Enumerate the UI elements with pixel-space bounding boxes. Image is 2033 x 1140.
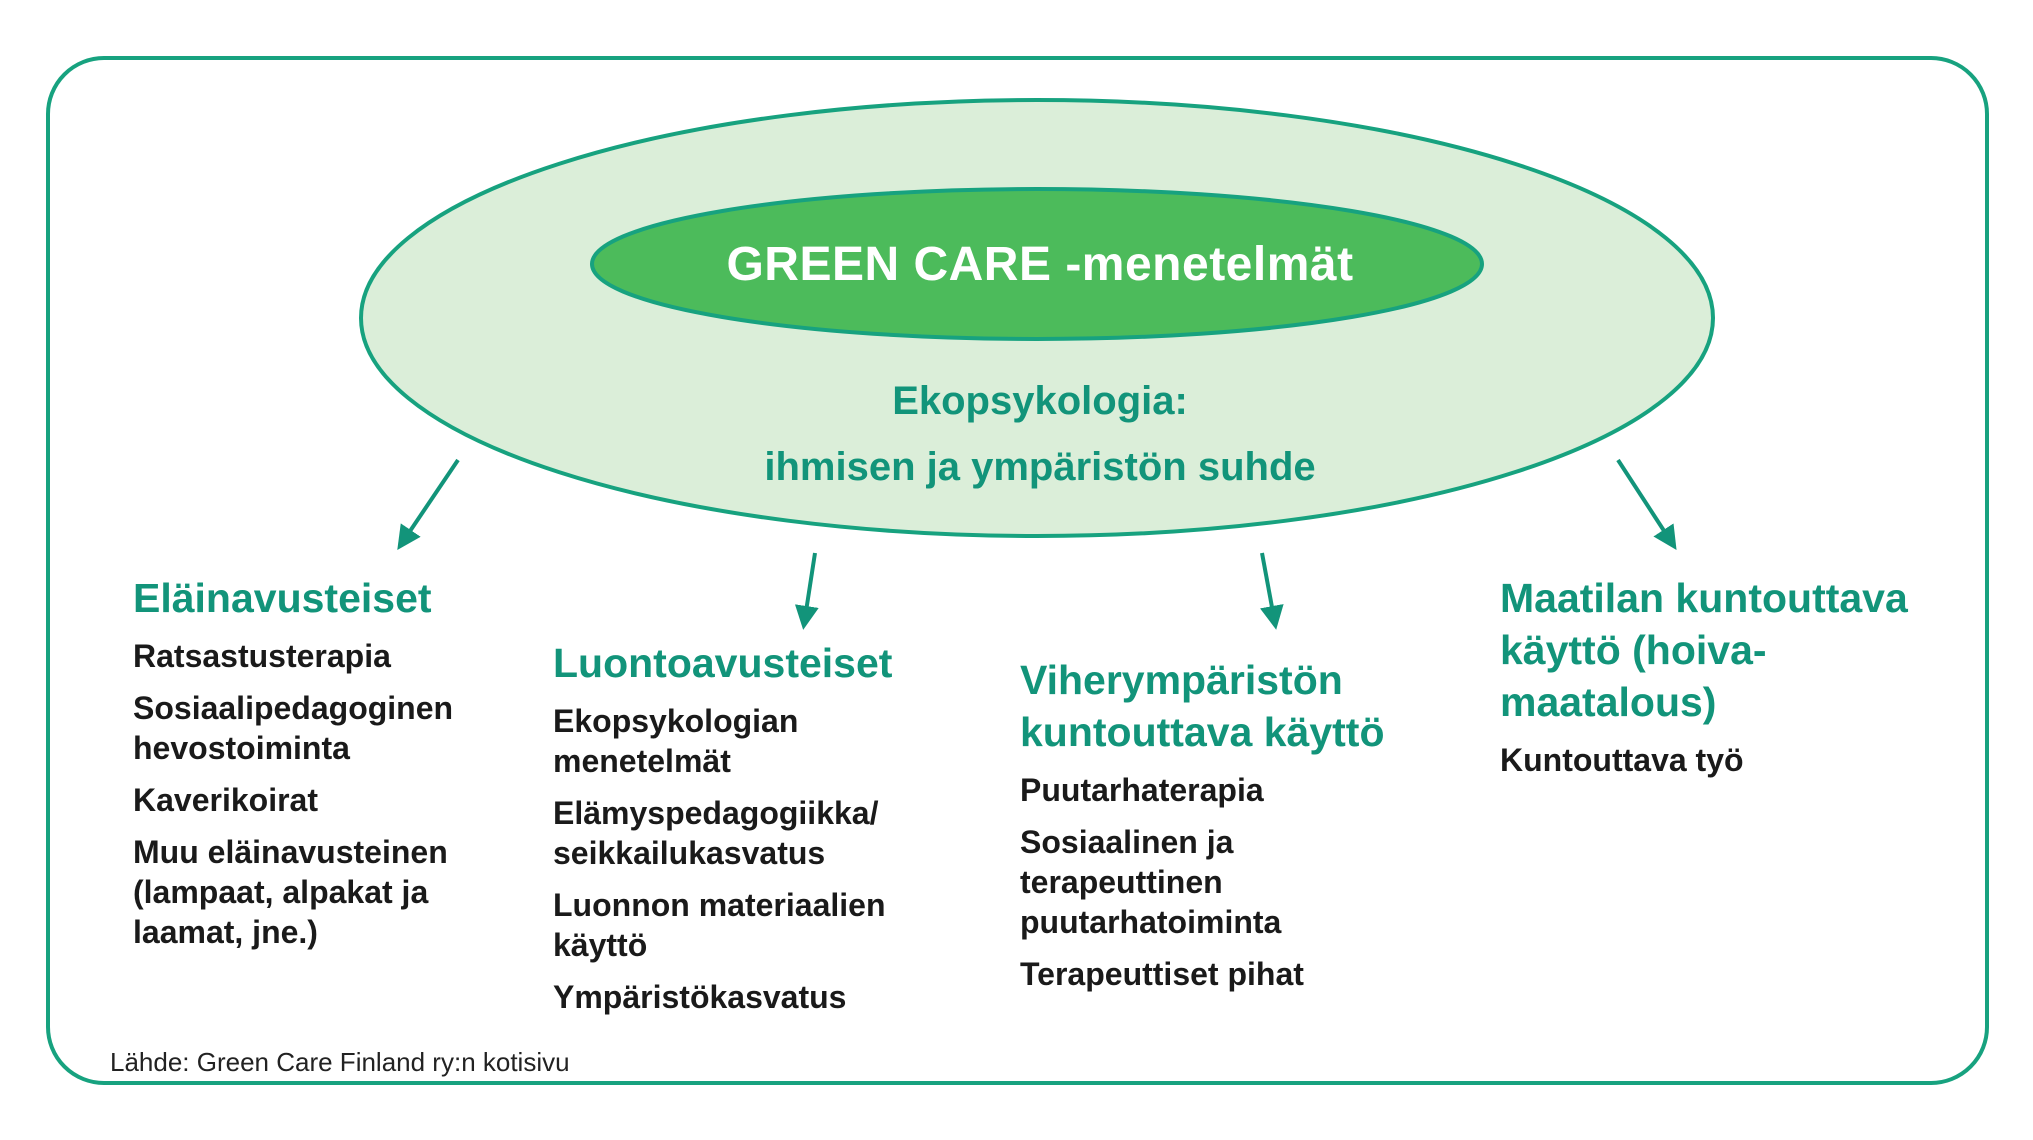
list-item: Sosiaalinen ja terapeuttinen puutarhatoiminta — [1020, 824, 1282, 940]
list-item: Sosiaalipedagoginen hevostoiminta — [133, 690, 454, 766]
list-item: Luonnon materiaalien käyttö — [553, 887, 886, 963]
column-farm-rehabilitation — [1500, 572, 1960, 792]
column-nature-assisted — [553, 637, 953, 1029]
list-item: Elämyspedagogiikka/ seikkailukasvatus — [553, 795, 879, 871]
column-list — [1500, 740, 1960, 780]
arrow-1 — [404, 460, 458, 540]
column-list — [1020, 770, 1440, 994]
column-heading: Luontoavusteiset — [553, 640, 893, 686]
column-green-environment — [1020, 654, 1440, 1006]
diagram-title: GREEN CARE -menetelmät — [726, 238, 1354, 291]
column-heading: Maatilan kuntouttava käyttö (hoiva- maatalous) — [1500, 575, 1908, 725]
column-list — [553, 701, 953, 1017]
list-item: Kaverikoirat — [133, 782, 318, 818]
arrow-3 — [1262, 553, 1274, 618]
list-item: Muu eläinavusteinen (lampaat, alpakat ja laamat, jne.) — [133, 834, 448, 950]
arrow-2 — [805, 553, 815, 618]
list-item: Ratsastusterapia — [133, 638, 391, 674]
diagram-subtitle: Ekopsykologia: ihmisen ja ympäristön suhde — [764, 379, 1316, 489]
arrow-4 — [1618, 460, 1670, 540]
list-item: Puutarhaterapia — [1020, 772, 1264, 808]
list-item: Ekopsykologian menetelmät — [553, 703, 799, 779]
column-animal-assisted — [133, 572, 533, 964]
list-item: Kuntouttava työ — [1500, 742, 1744, 778]
source-note: Lähde: Green Care Finland ry:n kotisivu — [110, 1047, 570, 1077]
column-list — [133, 636, 533, 952]
list-item: Ympäristökasvatus — [553, 979, 847, 1015]
column-heading: Eläinavusteiset — [133, 575, 432, 621]
column-heading: Viherympäristön kuntouttava käyttö — [1020, 657, 1385, 755]
list-item: Terapeuttiset pihat — [1020, 956, 1304, 992]
